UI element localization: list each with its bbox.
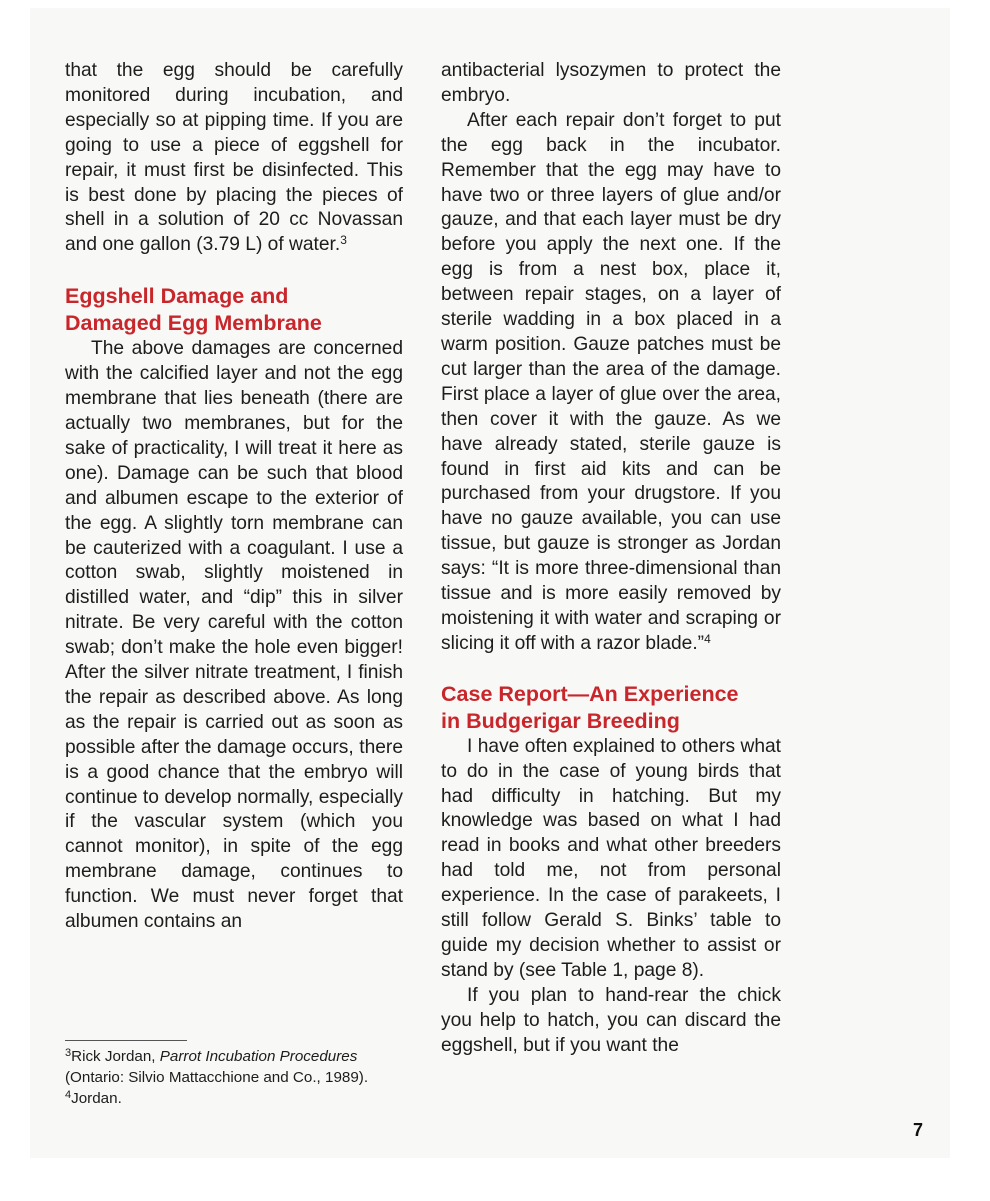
footnote-divider — [65, 1040, 187, 1041]
footnote-ref: 4 — [704, 631, 711, 646]
paragraph — [65, 59, 403, 258]
section-heading — [65, 283, 403, 337]
page-number: 7 — [913, 1120, 924, 1140]
footnote-title: Parrot Incubation Procedures — [159, 1048, 358, 1065]
footnote-3 — [65, 1046, 410, 1067]
paragraph — [441, 109, 781, 657]
paragraph: If you plan to hand-rear the chick you help to hatch, you can discard the eggshell, but if you want the — [441, 984, 781, 1056]
paragraph-text: that the egg should be carefully monitored during incubation, and especially so at pipping time. If you are going to use a piece of eggshell for repair, it must first be disinfected. This is best done by placing the pieces of shell in a solution of 20 cc Novassan and one gallon (3.79 L) of water. — [65, 60, 403, 256]
footnote-number: 3 — [65, 1047, 72, 1059]
heading-line: Damaged Egg Membrane — [65, 311, 322, 336]
section-heading — [441, 681, 781, 735]
heading-line: Eggshell Damage and — [65, 284, 289, 309]
left-column — [65, 59, 403, 935]
footnotes — [65, 1046, 410, 1109]
footnote-ref: 3 — [340, 233, 347, 248]
paragraph-text: After each repair don’t forget to put the egg back in the incubator. Remember that the egg may have to have two or three layers of glue and/or gauze, and that each layer must be dry before you apply the next one. If the egg is from a nest box, place it, between repair stages, on a layer of sterile wadding in a box placed in a warm position. Gauze patches must be cut larger than the area of the damage. First place a layer of glue over the area, then cover it with the gauze. As we have already stated, sterile gauze is found in first aid kits and can be purchased from your drugstore. If you have no gauze available, you can use tissue, but gauze is stronger as Jordan says: “It is more three-dimensional than tissue and is more easily removed by moistening it with water and scraping or slicing it off with a razor blade.” — [441, 109, 781, 654]
paragraph: The above damages are concerned with the calcified layer and not the egg membrane that lies beneath (there are actually two membranes, but for the sake of practicality, I will treat it here as one). Damage can be such that blood and albumen escape to the exterior of the egg. A slightly torn membrane can be cauterized with a coagulant. I use a cotton swab, slightly moistened in distilled water, and “dip” this in silver nitrate. Be very careful with the cotton swab; don’t make the hole even bigger! After the silver nitrate treatment, I finish the repair as described above. As long as the repair is carried out as soon as possible after the damage occurs, there is a good chance that the embryo will continue to develop normally, especially if the vascular system (which you cannot monitor), in spite of the egg membrane damage, continues to function. We must never forget that albumen contains an — [65, 338, 403, 933]
paragraph: I have often explained to others what to do in the case of young birds that had difficulty in hatching. But my knowledge was based on what I had read in books and what other breeders had told me, not from personal experience. In the case of parakeets, I still follow Gerald S. Binks’ table to guide my decision whether to assist or stand by (see Table 1, page 8). — [441, 735, 781, 981]
footnote-author: Rick Jordan, — [71, 1048, 160, 1065]
footnote-text: Jordan. — [71, 1090, 122, 1107]
right-column — [441, 59, 781, 1059]
footnote-4 — [65, 1088, 410, 1109]
heading-line: in Budgerigar Breeding — [441, 708, 680, 733]
paragraph: antibacterial lysozymen to protect the embryo. — [441, 60, 781, 106]
footnote-3-publisher: (Ontario: Silvio Mattacchione and Co., 1989). — [65, 1069, 369, 1086]
footnote-number: 4 — [65, 1089, 72, 1101]
heading-line: Case Report—An Experience — [441, 681, 739, 706]
